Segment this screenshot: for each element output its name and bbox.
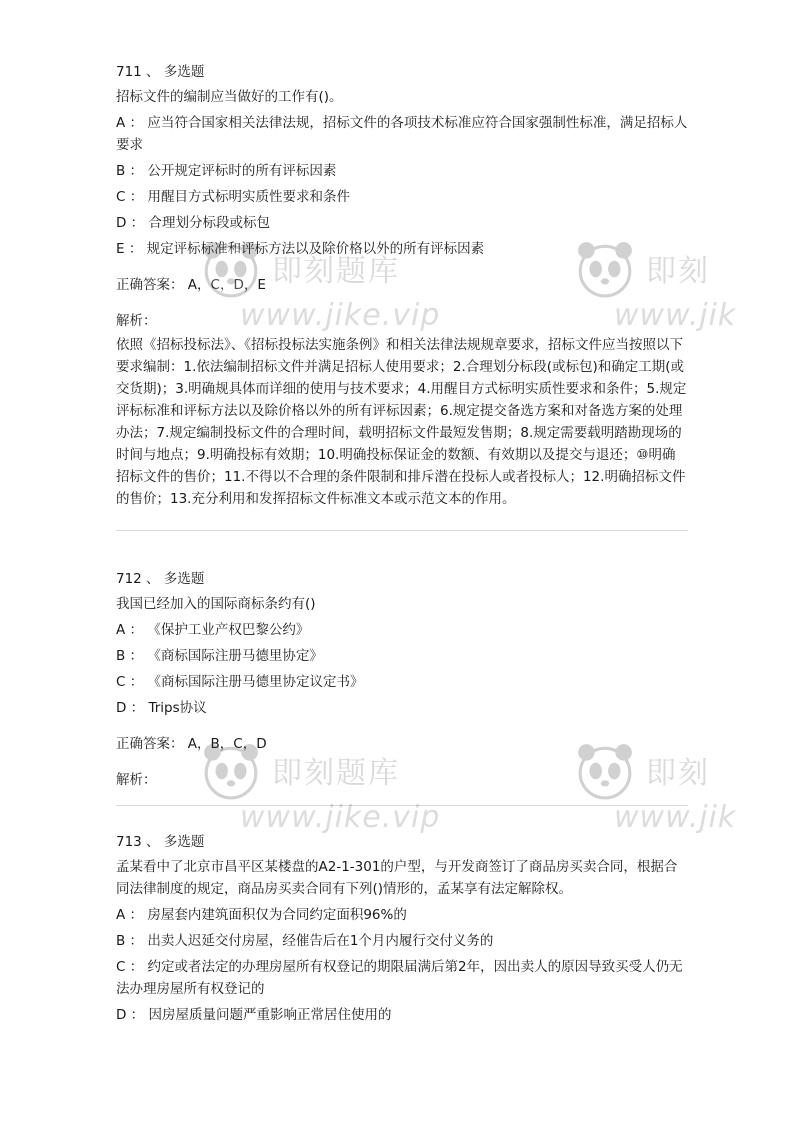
question-712	[116, 569, 688, 806]
option-a: A ： 《保护工业产权巴黎公约》	[116, 622, 310, 638]
option-d: D ： 因房屋质量问题严重影响正常居住使用的	[116, 1007, 392, 1023]
correct-answer: 正确答案： A，C，D，E	[116, 277, 266, 293]
option-d: D ： Trips协议	[116, 700, 207, 716]
watermark-url: www.jike.vip	[240, 298, 441, 333]
question-stem: 我国已经加入的国际商标条约有()	[116, 596, 316, 612]
option-a: A ： 房屋套内建筑面积仅为合同约定面积96%的	[116, 907, 407, 923]
option-c: C ： 《商标国际注册马德里协定议定书》	[116, 674, 364, 690]
divider	[116, 805, 688, 806]
option-b: B ： 公开规定评标时的所有评标因素	[116, 163, 337, 179]
option-a: A ： 应当符合国家相关法律法规，招标文件的各项技术标准应符合国家强制性标准，满足招标人要求	[116, 115, 688, 153]
question-713	[116, 832, 688, 1026]
watermark-url: www.jik	[614, 800, 737, 835]
watermark-brand: 即刻	[646, 756, 710, 791]
question-711	[116, 62, 688, 531]
question-header: 712 、 多选题	[116, 571, 205, 587]
watermark-url: www.jike.vip	[240, 800, 441, 835]
question-header: 711 、 多选题	[116, 64, 205, 80]
option-b: B ： 出卖人迟延交付房屋，经催告后在1个月内履行交付义务的	[116, 933, 494, 949]
watermark-brand: 即刻题库	[272, 756, 400, 791]
watermark-brand: 即刻题库	[272, 254, 400, 289]
question-stem: 招标文件的编制应当做好的工作有()。	[116, 89, 343, 105]
watermark-url: www.jik	[614, 298, 737, 333]
divider	[116, 530, 688, 531]
document-page	[116, 62, 688, 1030]
option-c: C ： 约定或者法定的办理房屋所有权登记的期限届满后第2年，因出卖人的原因导致买受人仍无法办理房屋所有权登记的	[116, 959, 683, 997]
option-c: C ： 用醒目方式标明实质性要求和条件	[116, 189, 351, 205]
option-d: D ： 合理划分标段或标包	[116, 215, 270, 231]
analysis-text: 依照《招标投标法》、《招标投标法实施条例》和相关法律法规规章要求，招标文件应当按照以下要求编制：1.依法编制招标文件并满足招标人使用要求；2.合理划分标段(或标包)和确定工期(或交货期)；3.明确规具体而详细的使用与技术要求；4.用醒目方式标明实质性要求和条件；5.规定评标标准和评标方法以及除价格以外的所有评标因素；6.规定提交备选方案和对备选方案的处理办法；7.规定编制投标文件的合理时间，载明招标文件最短发售期；8.规定需要载明踏勘现场的时间与地点；9.明确投标有效期；10.明确投标保证金的数额、有效期以及提交与退还；⑩明确招标文件的售价；11.不得以不合理的条件限制和排斥潜在投标人或者投标人；12.明确招标文件的售价；13.充分利用和发挥招标文件标准文本或示范文本的作用。	[116, 337, 687, 507]
option-e: E ： 规定评标标准和评标方法以及除价格以外的所有评标因素	[116, 241, 485, 257]
watermark-brand: 即刻	[646, 254, 710, 289]
correct-answer: 正确答案： A，B，C，D	[116, 736, 267, 752]
question-header: 713 、 多选题	[116, 834, 205, 850]
question-stem: 孟某看中了北京市昌平区某楼盘的A2-1-301的户型，与开发商签订了商品房买卖合同，根据合同法律制度的规定，商品房买卖合同有下列()情形的，孟某享有法定解除权。	[116, 859, 678, 897]
analysis-label: 解析：	[116, 772, 157, 788]
analysis-label: 解析：	[116, 313, 157, 329]
option-b: B ： 《商标国际注册马德里协定》	[116, 648, 323, 664]
